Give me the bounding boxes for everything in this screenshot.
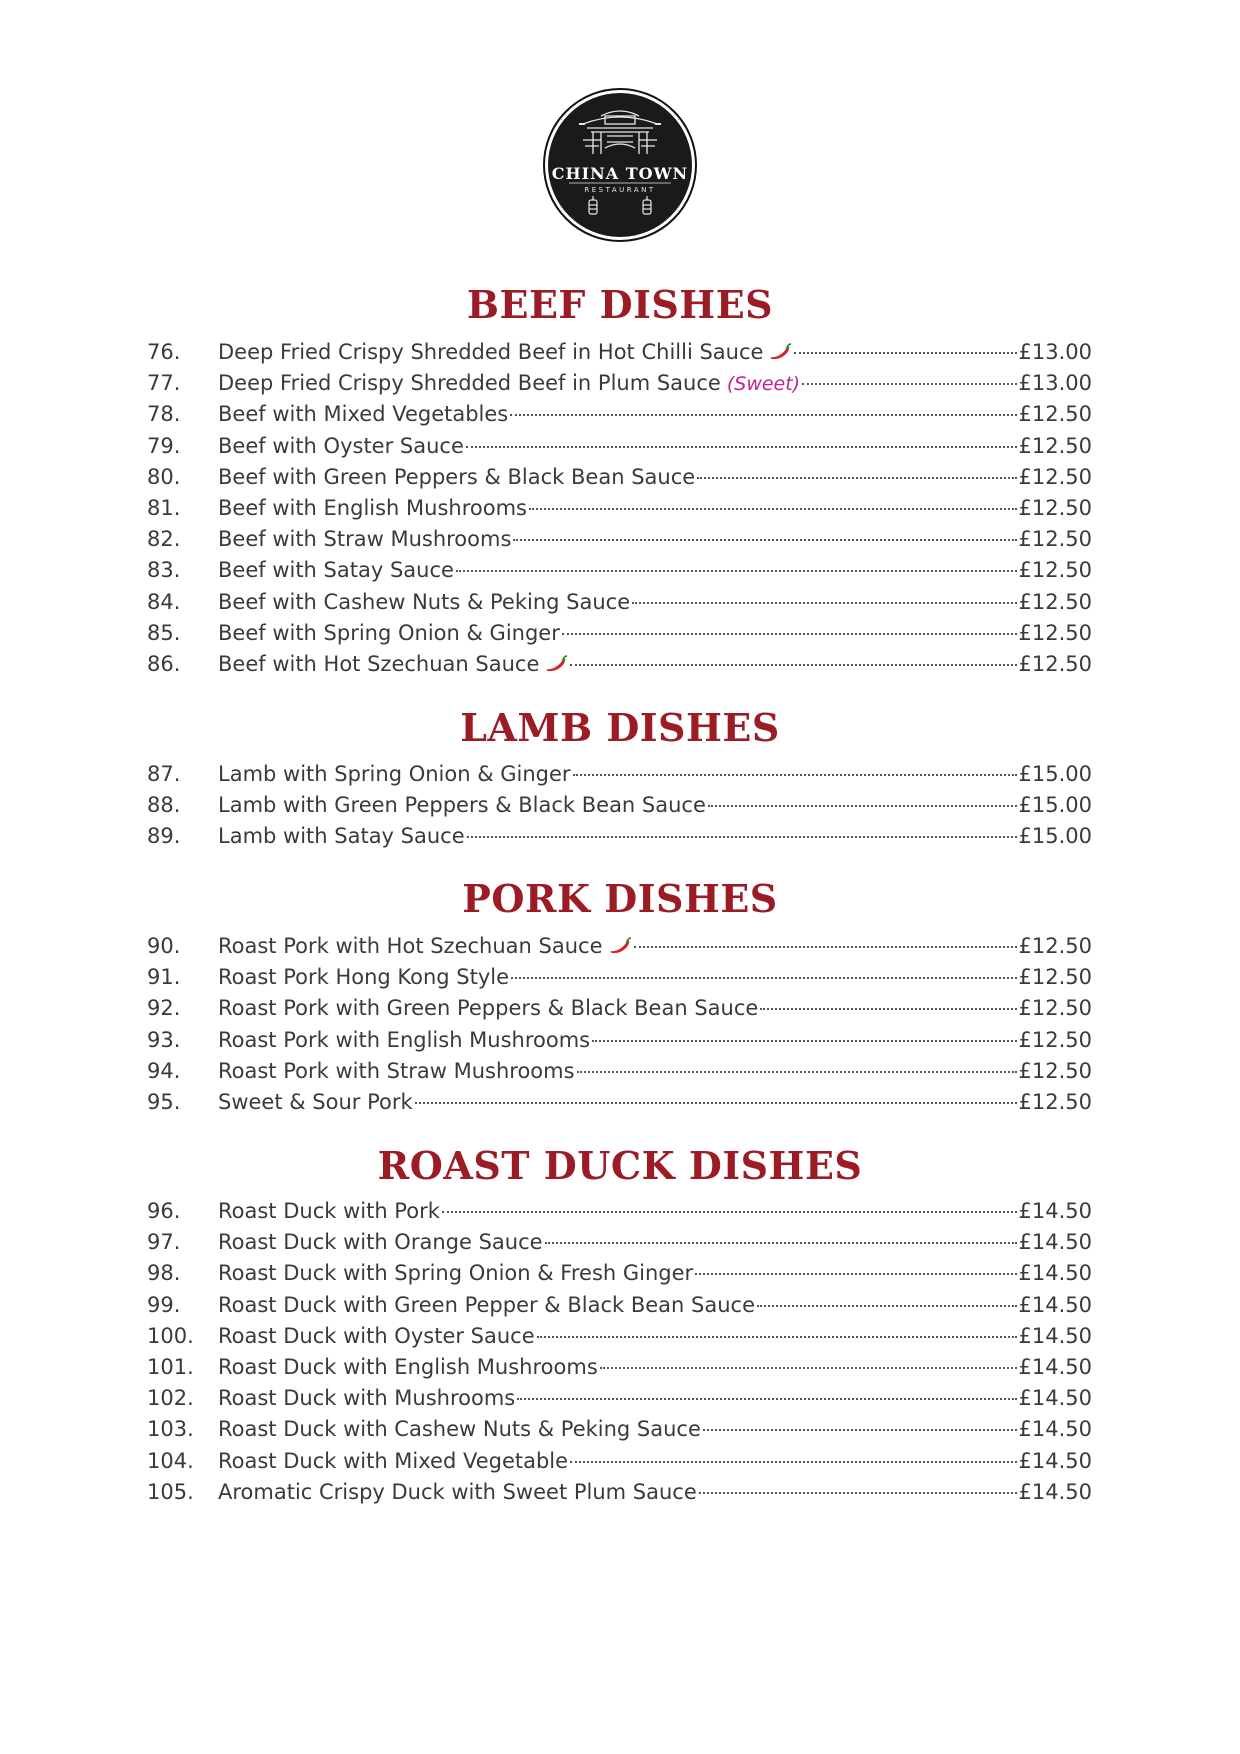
dot-leader: [699, 1491, 1017, 1494]
dot-leader: [511, 976, 1016, 979]
item-price: £13.00: [1018, 340, 1092, 364]
chilli-icon: [768, 343, 792, 361]
menu-item: [147, 1321, 1092, 1352]
item-name: Lamb with Spring Onion & Ginger: [218, 762, 571, 786]
menu-item: [147, 962, 1092, 993]
item-price: £12.50: [1018, 1089, 1092, 1114]
item-name: Beef with Oyster Sauce: [218, 433, 464, 458]
item-price: £14.50: [1018, 1417, 1092, 1442]
dot-leader: [757, 1304, 1017, 1307]
dot-leader: [577, 1070, 1017, 1073]
dot-leader: [802, 382, 1016, 385]
menu-item: [147, 587, 1092, 618]
menu-item: [147, 649, 1092, 680]
item-name: Roast Duck with Oyster Sauce: [218, 1323, 535, 1348]
item-number: 98.: [147, 1261, 181, 1286]
item-name: Beef with Green Peppers & Black Bean Sauce: [218, 464, 696, 489]
item-name: Aromatic Crispy Duck with Sweet Plum Sauce: [218, 1479, 697, 1504]
menu-item: [147, 931, 1092, 962]
dot-leader: [510, 413, 1016, 416]
dot-leader: [794, 351, 1016, 354]
menu-list-lamb: [147, 759, 1092, 853]
dot-leader: [513, 538, 1016, 541]
menu-item: [147, 790, 1092, 821]
logo-name: CHINA TOWN: [551, 164, 689, 183]
item-name: Roast Pork with Green Peppers & Black Bean Sauce: [218, 996, 759, 1021]
menu-item: [147, 1087, 1092, 1118]
section-title-roast-duck: ROAST DUCK DISHES: [377, 1143, 863, 1188]
menu-item: [147, 1383, 1092, 1414]
item-number: 81.: [147, 495, 181, 520]
item-price: £12.50: [1018, 934, 1092, 958]
dot-leader: [442, 1210, 1017, 1213]
item-number: 82.: [147, 527, 181, 552]
item-price: £12.50: [1018, 589, 1092, 614]
item-name: Roast Duck with Spring Onion & Fresh Ginger: [218, 1261, 694, 1286]
chilli-icon: [608, 937, 632, 955]
item-name: Beef with Hot Szechuan Sauce: [218, 651, 540, 676]
item-number: 96.: [147, 1199, 181, 1223]
item-number: 92.: [147, 996, 181, 1021]
menu-item: [147, 1414, 1092, 1445]
item-name: Beef with Cashew Nuts & Peking Sauce: [218, 589, 631, 614]
menu-item: [147, 1477, 1092, 1508]
menu-list-pork: [147, 931, 1092, 1118]
item-price: £12.50: [1018, 402, 1092, 427]
logo-subtitle: RESTAURANT: [584, 186, 656, 194]
item-price: £15.00: [1018, 762, 1092, 786]
item-price: £12.50: [1018, 620, 1092, 645]
item-price: £12.50: [1018, 527, 1092, 552]
item-name: Roast Pork with Straw Mushrooms: [218, 1058, 575, 1083]
menu-item: [147, 493, 1092, 524]
item-note: (Sweet): [726, 373, 801, 396]
dot-leader: [573, 773, 1017, 776]
item-number: 103.: [147, 1417, 194, 1442]
item-number: 80.: [147, 464, 181, 489]
dot-leader: [695, 1272, 1016, 1275]
item-number: 79.: [147, 433, 181, 458]
item-number: 105.: [147, 1479, 194, 1504]
item-price: £14.50: [1018, 1261, 1092, 1286]
item-price: £14.50: [1018, 1386, 1092, 1411]
dot-leader: [466, 445, 1017, 448]
dot-leader: [570, 663, 1016, 666]
item-number: 84.: [147, 589, 181, 614]
menu-item: [147, 1446, 1092, 1477]
item-name: Roast Duck with Pork: [218, 1199, 440, 1223]
dot-leader: [415, 1101, 1017, 1104]
dot-leader: [760, 1007, 1016, 1010]
menu-item: [147, 368, 1092, 399]
item-number: 99.: [147, 1292, 181, 1317]
item-name: Beef with Mixed Vegetables: [218, 402, 509, 427]
menu-item: [147, 759, 1092, 790]
item-price: £12.50: [1018, 558, 1092, 583]
item-number: 95.: [147, 1089, 181, 1114]
item-number: 97.: [147, 1230, 181, 1255]
item-name: Roast Pork with Hot Szechuan Sauce: [218, 934, 603, 958]
item-price: £12.50: [1018, 464, 1092, 489]
menu-item: [147, 1258, 1092, 1289]
item-price: £14.50: [1018, 1292, 1092, 1317]
item-name: Deep Fried Crispy Shredded Beef in Hot Chilli Sauce: [218, 340, 764, 364]
menu-item: [147, 555, 1092, 586]
dot-leader: [529, 507, 1017, 510]
dot-leader: [592, 1039, 1016, 1042]
menu-item: [147, 337, 1092, 368]
menu-list-beef: [147, 337, 1092, 680]
dot-leader: [634, 945, 1017, 948]
dot-leader: [517, 1397, 1016, 1400]
item-price: £14.50: [1018, 1354, 1092, 1379]
item-price: £14.50: [1018, 1448, 1092, 1473]
dot-leader: [570, 1460, 1016, 1463]
chilli-icon: [544, 655, 568, 673]
dot-leader: [545, 1241, 1017, 1244]
item-price: £14.50: [1018, 1230, 1092, 1255]
menu-item: [147, 993, 1092, 1024]
menu-item: [147, 462, 1092, 493]
item-price: £12.50: [1018, 1058, 1092, 1083]
menu-item: [147, 1352, 1092, 1383]
item-name: Beef with Spring Onion & Ginger: [218, 620, 560, 645]
dot-leader: [632, 601, 1016, 604]
menu-item: [147, 399, 1092, 430]
item-name: Roast Duck with Cashew Nuts & Peking Sauce: [218, 1417, 701, 1442]
item-number: 83.: [147, 558, 181, 583]
item-name: Beef with Straw Mushrooms: [218, 527, 512, 552]
item-name: Beef with English Mushrooms: [218, 495, 527, 520]
item-number: 87.: [147, 762, 181, 786]
item-price: £15.00: [1018, 793, 1092, 818]
item-name: Roast Duck with English Mushrooms: [218, 1354, 598, 1379]
item-number: 76.: [147, 340, 181, 364]
menu-item: [147, 524, 1092, 555]
dot-leader: [697, 476, 1016, 479]
item-number: 91.: [147, 965, 181, 990]
item-name: Roast Duck with Green Pepper & Black Bean Sauce: [218, 1292, 755, 1317]
menu-list-roast-duck: [147, 1196, 1092, 1508]
item-number: 101.: [147, 1354, 194, 1379]
item-price: £12.50: [1018, 996, 1092, 1021]
item-price: £12.50: [1018, 965, 1092, 990]
section-title-pork: PORK DISHES: [462, 876, 778, 921]
item-price: £12.50: [1018, 1027, 1092, 1052]
item-number: 77.: [147, 371, 181, 396]
item-number: 104.: [147, 1448, 194, 1473]
item-number: 88.: [147, 793, 181, 818]
menu-item: [147, 1196, 1092, 1227]
item-number: 93.: [147, 1027, 181, 1052]
item-name: Roast Duck with Mushrooms: [218, 1386, 516, 1411]
dot-leader: [600, 1366, 1017, 1369]
menu-item: [147, 1056, 1092, 1087]
item-price: £14.50: [1018, 1479, 1092, 1504]
item-name: Roast Duck with Mixed Vegetable: [218, 1448, 569, 1473]
item-number: 90.: [147, 934, 181, 958]
item-price: £14.50: [1018, 1323, 1092, 1348]
item-number: 100.: [147, 1323, 194, 1348]
dot-leader: [456, 569, 1017, 572]
menu-item: [147, 431, 1092, 462]
item-price: £12.50: [1018, 651, 1092, 676]
item-price: £13.00: [1018, 371, 1092, 396]
item-name: Roast Duck with Orange Sauce: [218, 1230, 543, 1255]
dot-leader: [537, 1335, 1017, 1338]
menu-item: [147, 821, 1092, 852]
menu-item: [147, 1025, 1092, 1056]
menu-item: [147, 618, 1092, 649]
item-number: 78.: [147, 402, 181, 427]
item-name: Lamb with Green Peppers & Black Bean Sauce: [218, 793, 706, 818]
dot-leader: [467, 835, 1017, 838]
item-name: Beef with Satay Sauce: [218, 558, 454, 583]
item-price: £15.00: [1018, 824, 1092, 849]
item-number: 86.: [147, 651, 181, 676]
dot-leader: [708, 804, 1017, 807]
item-number: 102.: [147, 1386, 194, 1411]
section-title-lamb: LAMB DISHES: [460, 705, 780, 750]
section-title-beef: BEEF DISHES: [466, 282, 774, 327]
item-name: Roast Pork with English Mushrooms: [218, 1027, 591, 1052]
item-number: 85.: [147, 620, 181, 645]
dot-leader: [562, 632, 1017, 635]
item-price: £14.50: [1018, 1199, 1092, 1223]
item-price: £12.50: [1018, 495, 1092, 520]
menu-item: [147, 1290, 1092, 1321]
dot-leader: [703, 1428, 1017, 1431]
item-price: £12.50: [1018, 433, 1092, 458]
item-name: Roast Pork Hong Kong Style: [218, 965, 510, 990]
item-name: Deep Fried Crispy Shredded Beef in Plum Sauce: [218, 371, 721, 396]
item-name: Lamb with Satay Sauce: [218, 824, 465, 849]
menu-item: [147, 1227, 1092, 1258]
item-name: Sweet & Sour Pork: [218, 1089, 413, 1114]
item-number: 89.: [147, 824, 181, 849]
item-number: 94.: [147, 1058, 181, 1083]
restaurant-logo: [543, 88, 697, 242]
